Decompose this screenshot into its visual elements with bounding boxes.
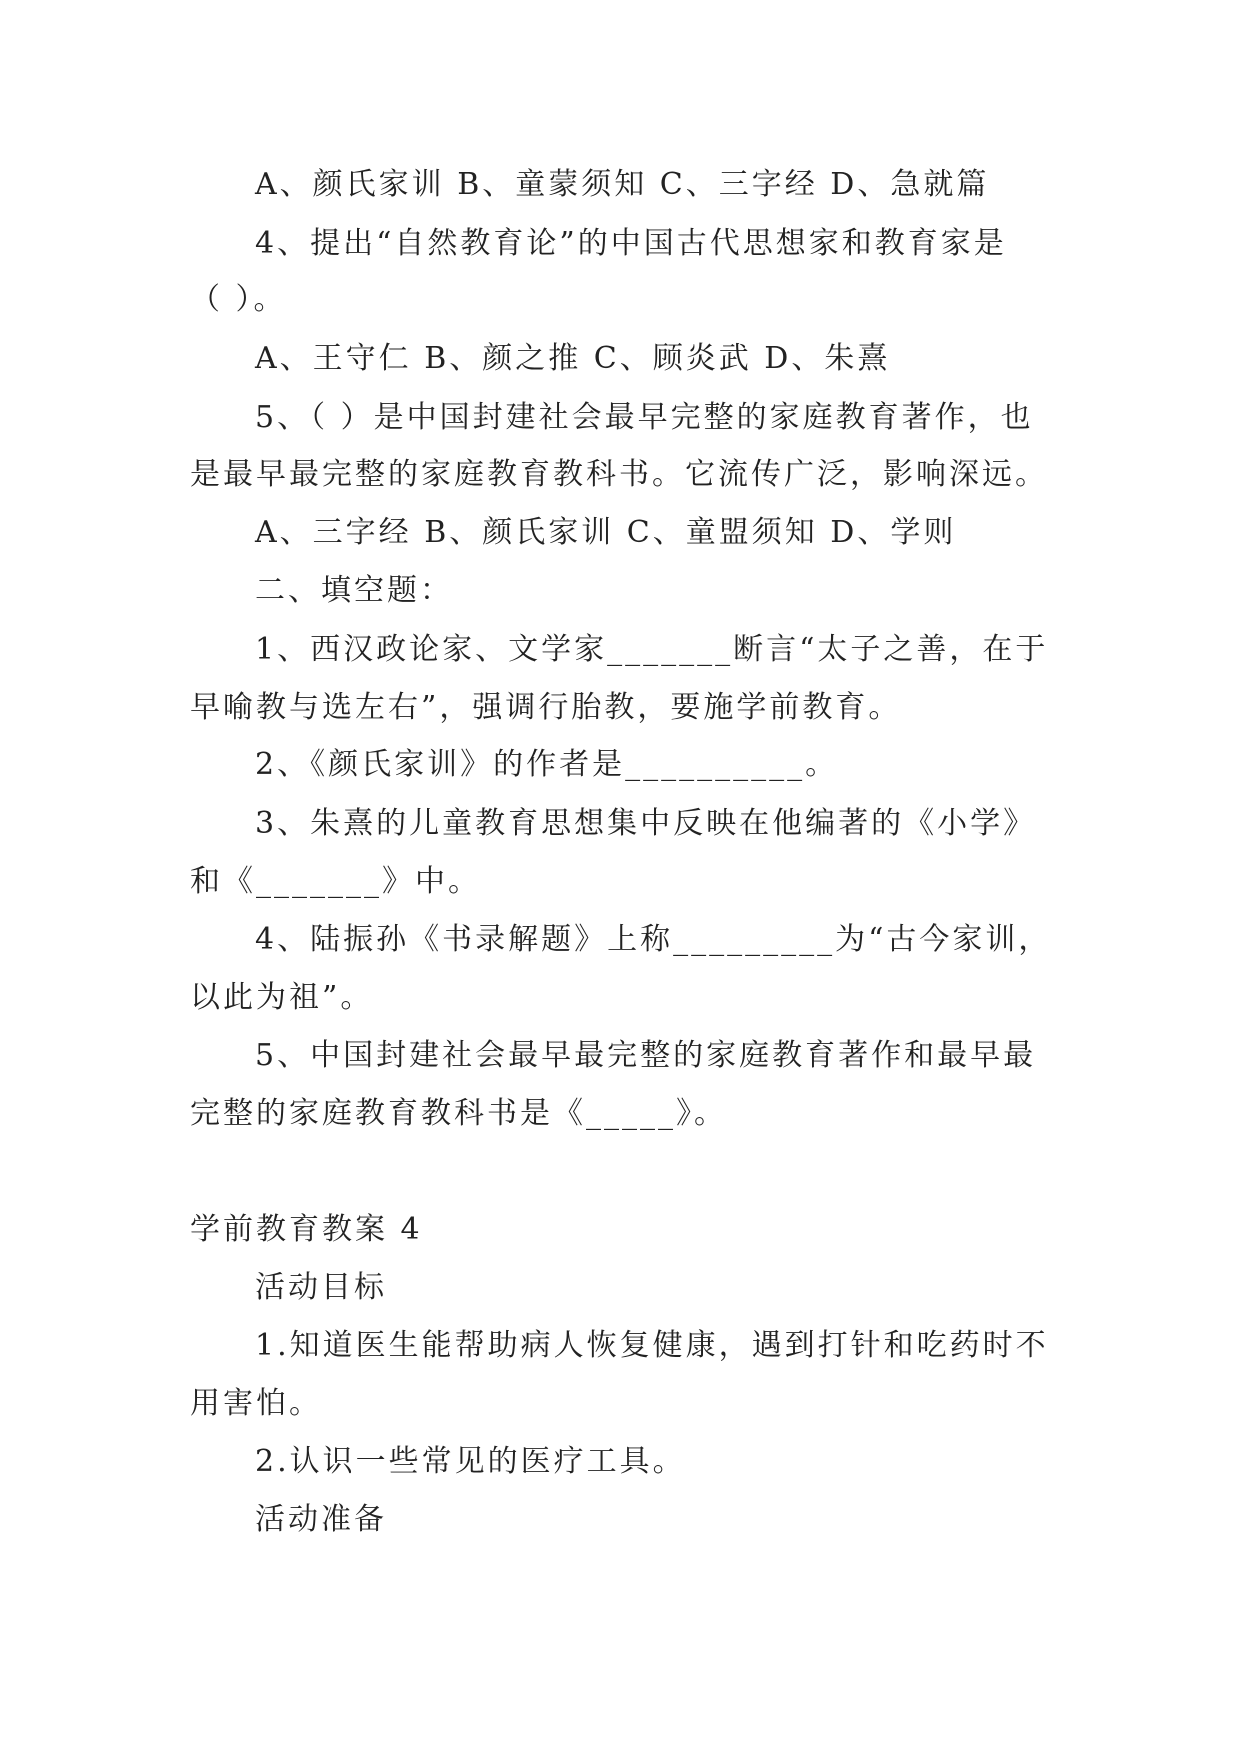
text-line: 用害怕。 bbox=[190, 1386, 322, 1421]
text-line: 5、中国封建社会最早最完整的家庭教育著作和最早最 bbox=[255, 1038, 1037, 1073]
text-line: 2.认识一些常见的医疗工具。 bbox=[255, 1444, 686, 1479]
text-line: 3、朱熹的儿童教育思想集中反映在他编著的《小学》 bbox=[255, 806, 1037, 841]
text-line: 5、（ ）是中国封建社会最早完整的家庭教育著作，也 bbox=[255, 400, 1034, 435]
section-title: 学前教育教案 4 bbox=[190, 1212, 423, 1247]
text-line: 1.知道医生能帮助病人恢复健康，遇到打针和吃药时不 bbox=[255, 1328, 1049, 1363]
text-line: A、颜氏家训 B、童蒙须知 C、三字经 D、急就篇 bbox=[255, 167, 990, 202]
text-line: A、三字经 B、颜氏家训 C、童盟须知 D、学则 bbox=[255, 515, 957, 550]
text-line: 4、提出“自然教育论”的中国古代思想家和教育家是 bbox=[255, 226, 1007, 261]
subheading: 活动准备 bbox=[255, 1502, 387, 1537]
text-line: 1、西汉政论家、文学家_______断言“太子之善，在于 bbox=[255, 632, 1049, 667]
text-line: 4、陆振孙《书录解题》上称_________为“古今家训， bbox=[255, 922, 1052, 957]
text-line: 2、《颜氏家训》的作者是__________。 bbox=[255, 747, 839, 782]
text-line: 是最早最完整的家庭教育教科书。它流传广泛，影响深远。 bbox=[190, 457, 1048, 492]
text-line: 和《_______》中。 bbox=[190, 864, 481, 899]
subheading: 活动目标 bbox=[255, 1270, 387, 1305]
text-line: 完整的家庭教育教科书是《_____》。 bbox=[190, 1096, 727, 1131]
section-heading: 二、填空题： bbox=[255, 573, 453, 608]
text-line: （ ）。 bbox=[190, 282, 287, 317]
text-line: 早喻教与选左右”，强调行胎教，要施学前教育。 bbox=[190, 690, 902, 725]
text-line: 以此为祖”。 bbox=[190, 980, 374, 1015]
text-line: A、王守仁 B、颜之推 C、顾炎武 D、朱熹 bbox=[255, 341, 891, 376]
